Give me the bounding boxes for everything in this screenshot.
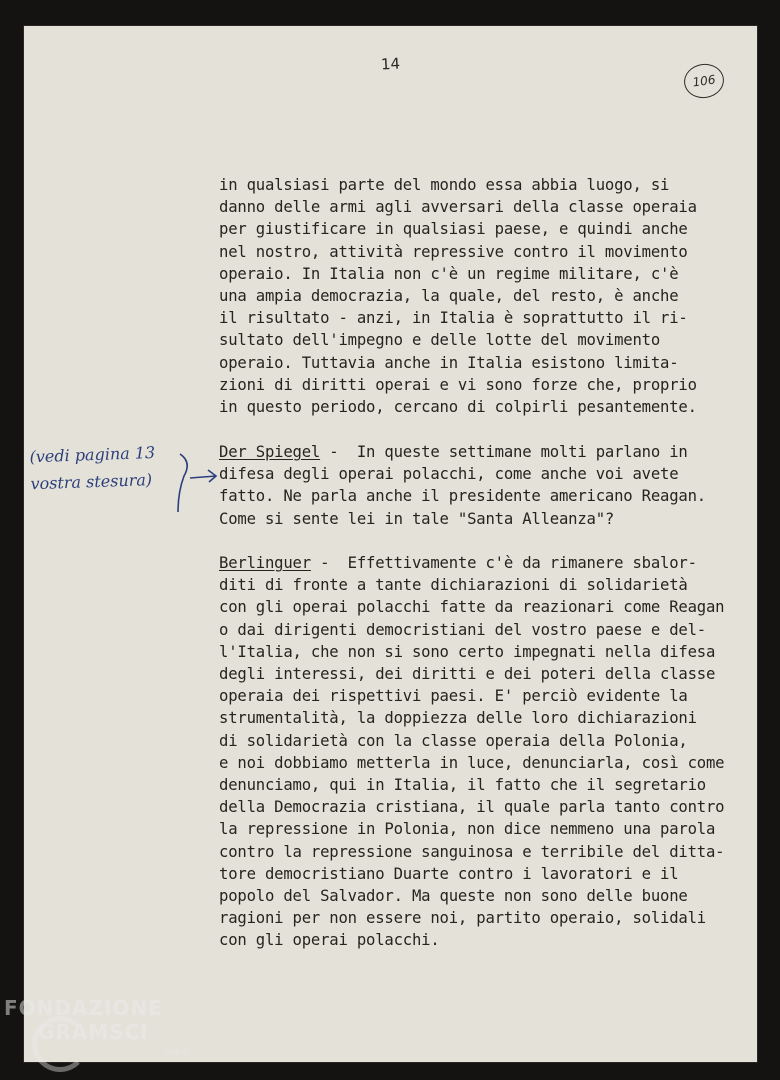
text-line: tore democristiano Duarte contro i lavoratori e il [219, 864, 679, 883]
speaker-label: Der Spiegel [219, 443, 321, 461]
archive-stamp: 106 [682, 61, 726, 100]
text-line: ragioni per non essere noi, partito operaio, solidali [219, 909, 706, 928]
watermark-suffix: onlus [164, 1048, 189, 1058]
text-line: il risultato - anzi, in Italia è soprattutto il ri- [219, 309, 688, 328]
text-line: diti di fronte a tante dichiarazioni di solidarietà [219, 576, 688, 595]
margin-note-line-1: (vedi pagina 13 [29, 442, 156, 467]
watermark-line-1: FONDAZIONE [4, 996, 163, 1020]
text-line: denunciamo, qui in Italia, il fatto che il segretario [219, 776, 706, 795]
text-line: operaio. In Italia non c'è un regime militare, c'è [219, 264, 679, 283]
text-line: una ampia democrazia, la quale, del resto, è anche [219, 287, 679, 306]
text-line: la repressione in Polonia, non dice nemmeno una parola [219, 820, 716, 839]
text-line: sultato dell'impegno e delle lotte del movimento [219, 331, 661, 350]
text-line: in questo periodo, cercano di colpirli pesantemente. [219, 398, 697, 417]
text-line: strumentalità, la doppiezza delle loro dichiarazioni [219, 709, 697, 728]
text-block-berlinguer [219, 552, 739, 952]
text-line: zioni di diritti operai e vi sono forze che, proprio [219, 375, 697, 394]
text-line: operaia dei rispettivi paesi. E' perciò evidente la [219, 687, 688, 706]
text-line: della Democrazia cristiana, il quale parla tanto contro [219, 798, 725, 817]
watermark-logo [4, 996, 194, 1058]
question-first-line-text: - In queste settimane molti parlano in [320, 443, 688, 461]
answer-first-line-text: - Effettivamente c'è da rimanere sbalor- [310, 554, 697, 572]
arrow-icon [176, 448, 220, 518]
logo-ring-icon [32, 1016, 88, 1072]
text-line: popolo del Salvador. Ma queste non sono delle buone [219, 887, 688, 906]
question-first-line [219, 441, 739, 463]
text-line: o dai dirigenti democristiani del vostro paese e del- [219, 620, 706, 639]
watermark-line-2: GRAMSCI [38, 1020, 149, 1044]
text-line: difesa degli operai polacchi, come anche voi avete [219, 465, 679, 484]
text-line: l'Italia, che non si sono certo impegnati nella difesa [219, 642, 716, 661]
text-line: fatto. Ne parla anche il presidente americano Reagan. [219, 487, 706, 506]
text-line: nel nostro, attività repressive contro il movimento [219, 242, 688, 261]
text-line: e noi dobbiamo metterla in luce, denunciarla, così come [219, 753, 725, 772]
text-line: Come si sente lei in tale "Santa Alleanza"? [219, 509, 615, 528]
text-line: degli interessi, dei diritti e dei poteri della classe [219, 665, 716, 684]
text-block-intro [219, 174, 739, 418]
page-number: 14 [380, 54, 401, 74]
margin-note-line-2: vostra stesura) [30, 470, 153, 494]
text-line: di solidarietà con la classe operaia della Polonia, [219, 731, 688, 750]
text-block-der-spiegel [219, 441, 739, 530]
text-line: danno delle armi agli avversari della classe operaia [219, 198, 697, 217]
speaker-label: Berlinguer [219, 554, 311, 572]
text-line: contro la repressione sanguinosa e terribile del ditta- [219, 842, 725, 861]
text-line: operaio. Tuttavia anche in Italia esistono limita- [219, 353, 679, 372]
text-line: in qualsiasi parte del mondo essa abbia luogo, si [219, 176, 670, 194]
text-line: con gli operai polacchi. [219, 931, 440, 950]
answer-first-line [219, 552, 739, 574]
text-line: per giustificare in qualsiasi paese, e quindi anche [219, 220, 688, 239]
text-line: con gli operai polacchi fatte da reazionari come Reagan [219, 598, 725, 617]
